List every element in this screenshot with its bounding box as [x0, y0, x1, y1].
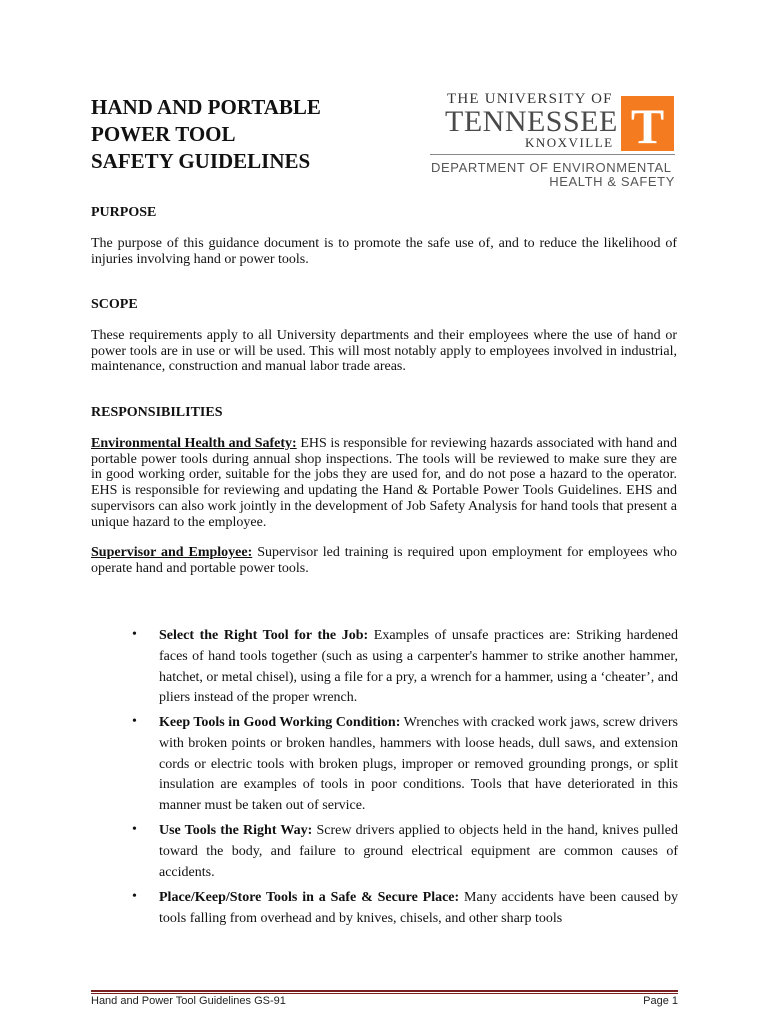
list-item [159, 821, 678, 883]
title-line-1: HAND AND PORTABLE [91, 95, 321, 119]
university-logo [430, 90, 675, 190]
title-line-3: SAFETY GUIDELINES [91, 149, 311, 173]
supervisor-paragraph [91, 545, 677, 576]
list-item-title: Use Tools the Right Way: [159, 823, 313, 838]
logo-tennessee: TENNESSEE [445, 105, 618, 138]
list-item-text: Many accidents have been caused by tools falling from overhead and by knives, chisels, and other sharp tools [159, 890, 678, 926]
list-item-text: Examples of unsafe practices are: Striking hardened faces of hand tools together (such as using a carpenter's hammer to strike another hammer, hatchet, or metal chisel), using a file for a pry, a wrench for a hammer, using a ‘cheater’, and pliers instead of the proper wrench. [159, 628, 678, 706]
power-t-letter: T [630, 98, 665, 151]
ehs-paragraph [91, 436, 677, 530]
bullet-icon: • [132, 714, 137, 729]
bullet-icon: • [132, 627, 137, 642]
logo-university-of: THE UNIVERSITY OF [447, 91, 613, 107]
footer-rule-thin [91, 993, 678, 994]
list-item [159, 888, 678, 930]
ehs-label: Environmental Health and Safety: [91, 436, 297, 451]
list-item-title: Place/Keep/Store Tools in a Safe & Secure Place: [159, 890, 460, 905]
purpose-text: The purpose of this guidance document is to promote the safe use of, and to reduce the likelihood of injuries involving hand or power tools. [91, 236, 677, 267]
list-item-title: Select the Right Tool for the Job: [159, 628, 369, 643]
ehs-text: EHS is responsible for reviewing hazards associated with hand and portable power tools during annual shop inspections. The tools will be reviewed to make sure they are in good working order, suitable for the jobs they are used for, and do not pose a hazard to the operator. EHS is responsible for reviewing and updating the Hand & Portable Power Tools Guidelines. EHS and supervisors can also work jointly in the development of Job Safety Analysis for hand tools that present a unique hazard to the employee. [91, 436, 677, 530]
list-item-text: Screw drivers applied to objects held in the hand, knives pulled toward the body, and failure to ground electrical equipment are common causes of accidents. [159, 823, 678, 880]
footer-page-number: Page 1 [643, 995, 678, 1007]
list-item [159, 713, 678, 817]
list-item [159, 626, 678, 709]
footer-rule [91, 990, 678, 992]
scope-text: These requirements apply to all University departments and their employees where the use of hand or power tools are in use or will be used. This will most notably apply to employees involved in industrial, maintenance, construction and manual labor trade areas. [91, 328, 677, 375]
list-item-title: Keep Tools in Good Working Condition: [159, 715, 401, 730]
bullet-icon: • [132, 822, 137, 837]
logo-divider [430, 154, 675, 155]
supervisor-label: Supervisor and Employee: [91, 545, 253, 560]
list-item-text: Wrenches with cracked work jaws, screw drivers with broken points or broken handles, hammers with loose heads, dull saws, and extension cords or electric tools with broken plugs, improper or removed grounding prongs, or split insulation are examples of tools in poor conditions. Tools that have deteriorated in this manner must be taken out of service. [159, 715, 678, 814]
supervisor-text: Supervisor led training is required upon employment for employees who operate hand and portable power tools. [91, 545, 677, 576]
purpose-heading: PURPOSE [91, 205, 157, 220]
logo-knoxville: KNOXVILLE [525, 135, 614, 150]
footer-document-id: Hand and Power Tool Guidelines GS-91 [91, 995, 286, 1007]
logo-department-line-1: DEPARTMENT OF ENVIRONMENTAL [431, 160, 672, 175]
power-t-icon [621, 96, 674, 151]
logo-department-line-2: HEALTH & SAFETY [549, 174, 675, 189]
bullet-icon: • [132, 889, 137, 904]
responsibilities-heading: RESPONSIBILITIES [91, 405, 223, 420]
title-line-2: POWER TOOL [91, 122, 236, 146]
document-title [91, 94, 321, 175]
scope-heading: SCOPE [91, 297, 138, 312]
